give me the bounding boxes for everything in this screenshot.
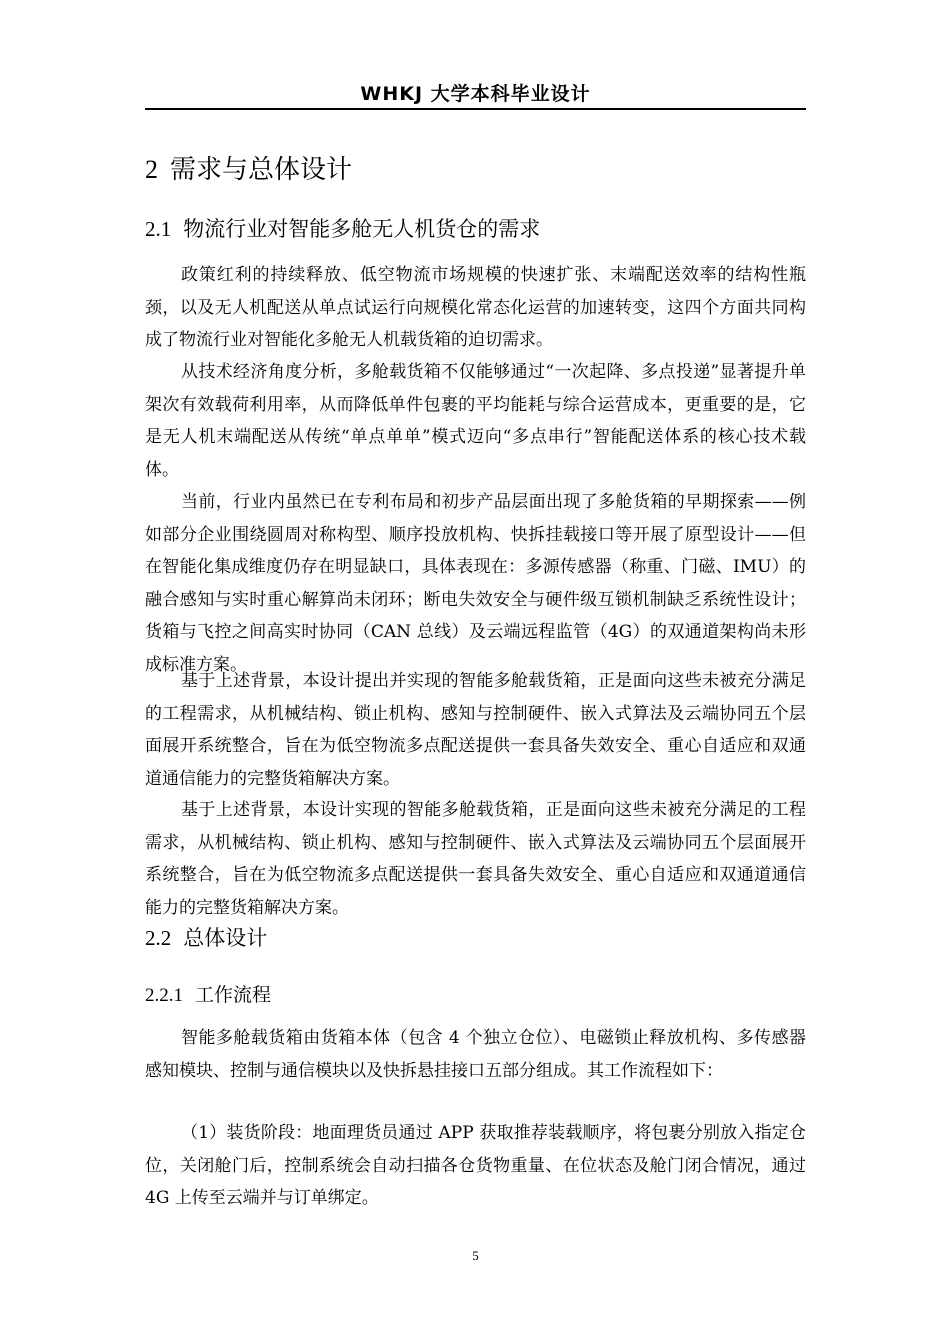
chapter-number: 2 (145, 155, 158, 184)
section-heading-2-2 (145, 922, 267, 954)
subsection-title: 工作流程 (195, 984, 272, 1006)
section-number: 2.2 (145, 926, 172, 950)
page-number: 5 (472, 1248, 479, 1263)
subsection-number: 2.2.1 (145, 985, 183, 1006)
running-header: WHKJ 大学本科毕业设计 (360, 83, 591, 105)
paragraph: 智能多舱载货箱由货箱本体（包含 4 个独立仓位）、电磁锁止释放机构、多传感器感知模块、控制与通信模块以及快拆悬挂接口五部分组成。其工作流程如下： (145, 1028, 806, 1081)
paragraph: 基于上述背景，本设计提出并实现的智能多舱载货箱，正是面向这些未被充分满足的工程需求，从机械结构、锁止机构、感知与控制硬件、嵌入式算法及云端协同五个层面展开系统整合，旨在为低空物流多点配送提供一套具备失效安全、重心自适应和双通道通信能力的完整货箱解决方案。 (145, 671, 806, 789)
chapter-heading (145, 150, 352, 190)
paragraph: 基于上述背景，本设计实现的智能多舱载货箱，正是面向这些未被充分满足的工程需求，从机械结构、锁止机构、感知与控制硬件、嵌入式算法及云端协同五个层面展开系统整合，旨在为低空物流多点配送提供一套具备失效安全、重心自适应和双通道通信能力的完整货箱解决方案。 (145, 800, 806, 918)
header-rule (145, 108, 806, 110)
subsection-heading-2-2-1 (145, 980, 271, 1011)
section-heading-2-1 (145, 213, 540, 245)
section-title: 物流行业对智能多舱无人机货仓的需求 (183, 217, 541, 241)
paragraph: 当前，行业内虽然已在专利布局和初步产品层面出现了多舱货箱的早期探索——例如部分企业围绕圆周对称构型、顺序投放机构、快拆挂载接口等开展了原型设计——但在智能化集成维度仍存在明显缺口，具体表现在：多源传感器（称重、门磁、IMU）的融合感知与实时重心解算尚未闭环；断电失效安全与硬件级互锁机制缺乏系统性设计；货箱与飞控之间高实时协同（CAN 总线）及云端远程监管（4G）的双通道架构尚未形成标准方案。 (145, 492, 806, 675)
list-item: （1）装货阶段：地面理货员通过 APP 获取推荐装载顺序，将包裹分别放入指定仓位，关闭舱门后，控制系统会自动扫描各仓货物重量、在位状态及舱门闭合情况，通过 4G 上传至云端并与订单绑定。 (145, 1123, 806, 1208)
section-title: 总体设计 (183, 926, 268, 950)
section-number: 2.1 (145, 217, 172, 241)
paragraph: 从技术经济角度分析，多舱载货箱不仅能够通过“一次起降、多点投递”显著提升单架次有效载荷利用率，从而降低单件包裹的平均能耗与综合运营成本，更重要的是，它是无人机末端配送从传统“单点单单”模式迈向“多点串行”智能配送体系的核心技术载体。 (145, 362, 806, 480)
paragraph: 政策红利的持续释放、低空物流市场规模的快速扩张、末端配送效率的结构性瓶颈，以及无人机配送从单点试运行向规模化常态化运营的加速转变，这四个方面共同构成了物流行业对智能化多舱无人机载货箱的迫切需求。 (145, 265, 806, 350)
chapter-title: 需求与总体设计 (170, 155, 353, 185)
